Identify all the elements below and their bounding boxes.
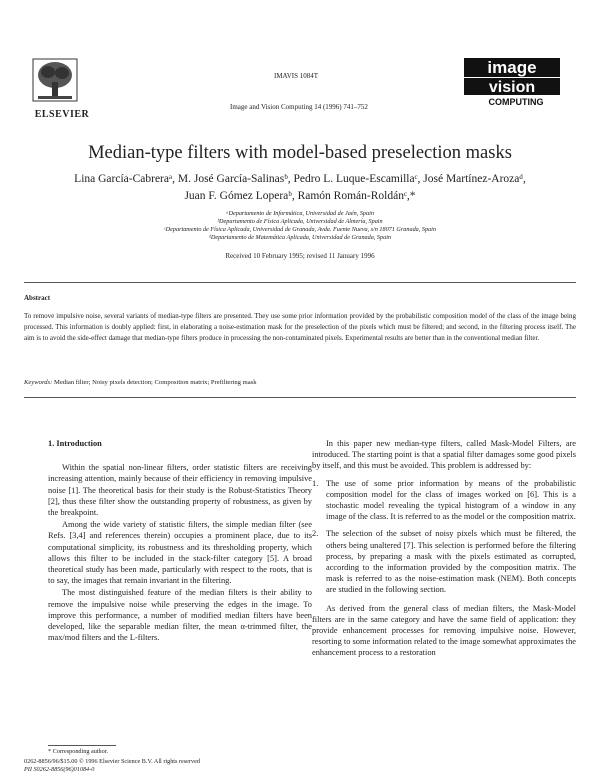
- list-item-text: The use of some prior information by means of the probabilistic composition model for the class of images worked on [6]. This is a stochastic model revealing the typical histogram of a window in any image of the class. It is referred to as the model or the composition matrix.: [326, 478, 576, 522]
- body-paragraph: In this paper new median-type filters, called Mask-Model Filters, are introduced. The starting point is that a spatial filter damages some good pixels by itself, and this must be avoided. This problem is addressed by:: [312, 439, 576, 471]
- journal-reference: Image and Vision Computing 14 (1996) 741–752: [230, 103, 368, 111]
- pii: PII S0262-8856(96)01084-0: [24, 766, 95, 773]
- copyright: 0262-8856/96/$15.00 © 1996 Elsevier Science B.V. All rights reserved: [24, 758, 200, 765]
- divider: [24, 397, 576, 398]
- elsevier-tree-icon: [32, 58, 78, 102]
- body-paragraph: The most distinguished feature of the median filters is their ability to remove the impulsive noise while preserving the edges in the image. To improve this performance, a number of modified median filters have been developed, like the separable median filter, the mean α-trimmed filter, the max/mod filters and the L-filters.: [48, 588, 312, 643]
- list-item: [312, 528, 576, 595]
- affiliation: ᶜDepartamento de Física Aplicada, Universidad de Granada, Avda. Fuente Nueva, s/n 18071 Granada, Spain: [164, 226, 436, 233]
- received-dates: Received 10 February 1995; revised 11 January 1996: [225, 252, 375, 260]
- body-paragraph: Within the spatial non-linear filters, order statistic filters are receiving increasing attention, mainly because of their efficiency in removing impulsive noise [1]. The theoretical basis for their study is the Robust-Statistics Theory [2], thus these filter show the outstanding property of robustness, as given by the breakpoint.: [48, 463, 312, 518]
- journal-logo: [464, 58, 560, 108]
- article-code: IMAVIS 1084T: [274, 72, 319, 80]
- body-left-column: [48, 438, 312, 644]
- affiliation: ᵇDepartamento de Física Aplicada, Universidad de Almería, Spain: [217, 218, 383, 225]
- keywords-list: Median filter; Noisy pixels detection; Composition matrix; Prefiltering mask: [53, 379, 257, 386]
- body-paragraph: As derived from the general class of median filters, the Mask-Model filters are in the same category and have the same field of application: they provide enhancement processes for removing impulsive noise. However, resorting to some information related to the image somewhat approximates the enhancement process to a restoration: [312, 603, 576, 658]
- abstract-body: To remove impulsive noise, several variants of median-type filters are presented. They use some prior information provided by the probabilistic composition model of the class of the image being processed. This information is doubly applied: first, in elaborating a noise-estimation mask for the preselection of the pixels which must be filtered; and second, in the filtering process itself. The aim is to avoid the side-effect damage that median-type filters produce in processing the non-contaminated pixels. Experimental results are better than in the conventional median filter.: [24, 312, 576, 342]
- article-title: Median-type filters with model-based preselection masks: [88, 143, 512, 163]
- publisher-name: ELSEVIER: [34, 109, 90, 120]
- abstract-heading: Abstract: [24, 294, 51, 302]
- list-item-number: 1.: [312, 478, 319, 488]
- journal-logo-word-image: image: [487, 58, 537, 77]
- section-heading: 1. Introduction: [48, 439, 102, 448]
- affiliation: ᵃDepartamento de Informática, Universidad de Jaén, Spain: [226, 210, 374, 217]
- authors-line-1: Lina García-Cabreraᵃ, M. José García-Salinasᵇ, Pedro L. Luque-Escamillaᶜ, José Martínez-Arozaᵈ,: [74, 173, 526, 185]
- body-right-column: [312, 438, 576, 660]
- list-item: [312, 478, 576, 523]
- keywords: [24, 379, 257, 386]
- affiliation: ᵈDepartamento de Matemática Aplicada, Universidad de Granada, Spain: [208, 234, 392, 241]
- journal-logo-word-computing: COMPUTING: [488, 97, 544, 107]
- divider: [24, 282, 576, 283]
- journal-logo-word-vision: vision: [488, 79, 536, 96]
- body-paragraph: Among the wide variety of statistic filters, the simple median filter (see Refs. [3,4] and references therein) occupies a prominent place, due to its computational simplicity, its robustness and its thresholding property, which allows this filter to be included in the stack-filter category [5]. A broad theoretical study has been made, particularly with respect to the roots, that is to say, the images that remain invariant in the filtering.: [48, 520, 312, 586]
- publisher-logo: [32, 58, 92, 120]
- keywords-label: Keywords:: [24, 379, 53, 386]
- list-item-number: 2.: [312, 529, 319, 539]
- list-item-text: The selection of the subset of noisy pixels which must be filtered, the others being unaltered [7]. This selection is performed before the filtering process, by preparing a mask with the pixels estimated as corrupted, according to the information provided by the composition matrix. The mask is referred to as the noise-estimation mask (NEM). Both concepts are studied in the following section.: [326, 529, 576, 595]
- footnote-divider: [48, 745, 116, 746]
- footnote: * Corresponding author.: [48, 748, 108, 755]
- authors-line-2: Juan F. Gómez Loperaᵇ, Ramón Román-Roldánᶜ,*: [184, 190, 416, 202]
